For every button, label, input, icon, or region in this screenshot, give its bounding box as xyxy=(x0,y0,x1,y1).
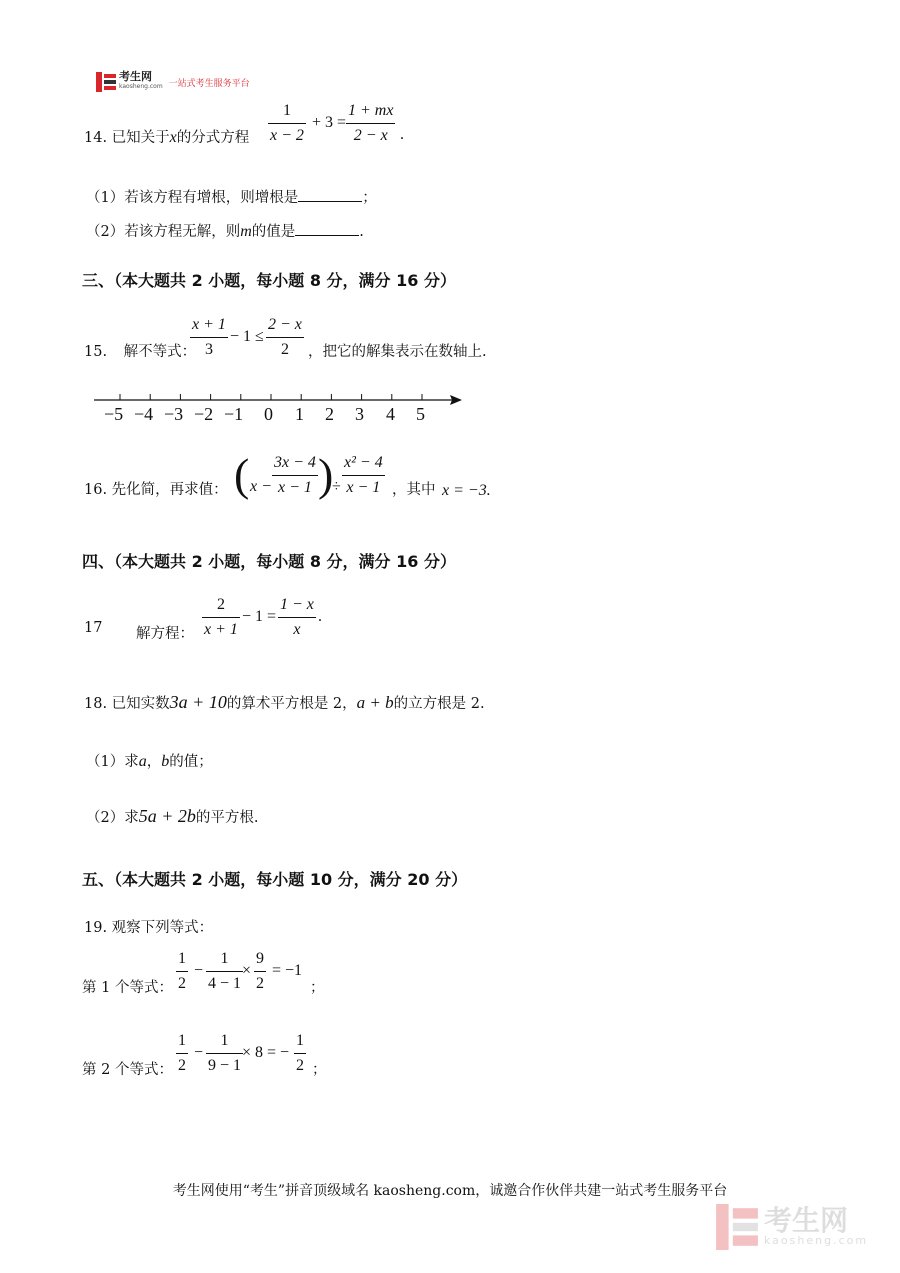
axis-label: −2 xyxy=(194,404,214,424)
logo-slogan: 一站式考生服务平台 xyxy=(168,78,250,89)
kaosheng-watermark-icon xyxy=(716,1204,758,1250)
q14-stem: 14. 已知关于x的分式方程 xyxy=(84,129,250,146)
q17-mid: − 1 = xyxy=(242,608,277,625)
q16-x-minus: x − xyxy=(250,478,272,495)
q17-frac-left: $\frac{2}{x + 1}$ xyxy=(204,596,238,638)
section-4-title: 四、（本大题共 2 小题，每小题 8 分，满分 16 分） xyxy=(82,552,456,571)
axis-label: 0 xyxy=(264,404,273,424)
q19-stem: 19. 观察下列等式： xyxy=(84,920,214,936)
q19-eq2-mid: × 8 = − xyxy=(242,1044,290,1061)
q16-left-paren: ( xyxy=(234,449,250,500)
axis-label: 5 xyxy=(416,404,425,424)
q16-frac-1: $\frac{3x - 4}{x - 1}$ xyxy=(274,454,316,496)
watermark-domain: kaosheng.com xyxy=(764,1234,869,1247)
q15-frac-left: $\frac{x + 1}{3}$ xyxy=(192,316,226,358)
q19-eq2-op: − xyxy=(194,1044,204,1061)
q19-eq1-op: − xyxy=(194,962,204,979)
axis-label: −5 xyxy=(104,404,124,424)
q18-stem: 18. 已知实数3a + 10的算术平方根是 2，a + b的立方根是 2. xyxy=(84,692,485,712)
section-3-title: 三、（本大题共 2 小题，每小题 8 分，满分 16 分） xyxy=(82,271,456,290)
q15-number: 15. 解不等式： xyxy=(84,344,197,360)
q19-eq2-frac-c: $\frac{1}{2}$ xyxy=(296,1032,304,1074)
q19-eq2-frac-b: $\frac{1}{9 - 1}$ xyxy=(208,1032,242,1074)
q14-eq-end: . xyxy=(400,126,404,143)
footer-text: 考生网使用“考生”拼音顶级域名 kaosheng.com，诚邀合作伙伴共建一站式考生服务平台 xyxy=(172,1183,728,1199)
q14-part2: （2）若该方程无解，则m的值是 . xyxy=(86,223,364,240)
section-5-title: 五、（本大题共 2 小题，每小题 10 分，满分 20 分） xyxy=(82,870,468,889)
watermark-name: 考生网 xyxy=(764,1204,849,1237)
q14-part2-answer-blank[interactable] xyxy=(295,223,359,236)
logo-domain: kaosheng.com xyxy=(119,83,163,90)
q19-eq1-label: 第 1 个等式： xyxy=(82,980,173,996)
q17-end: . xyxy=(318,608,322,625)
q19-eq1-result: = −1 xyxy=(272,962,303,979)
q14-frac-right: $\frac{1 + mx}{2 - x}$ xyxy=(348,102,394,144)
axis-label: −1 xyxy=(224,404,244,424)
q15-mid: − 1 ≤ xyxy=(230,328,264,345)
footer-watermark xyxy=(716,1204,868,1250)
q19-eq1-frac-a: $\frac{1}{2}$ xyxy=(178,950,186,992)
q14-part1: （1）若该方程有增根，则增根是 ； xyxy=(86,190,377,206)
q15-tail: ，把它的解集表示在数轴上. xyxy=(308,344,487,360)
logo-name: 考生网 xyxy=(119,70,152,83)
q17-number: 17 xyxy=(84,620,103,636)
q19-eq2-end: ； xyxy=(312,1062,327,1078)
axis-label: 4 xyxy=(386,404,395,424)
q19-eq2-frac-a: $\frac{1}{2}$ xyxy=(178,1032,186,1074)
q19-eq1-times: × xyxy=(242,962,252,979)
q19-eq1-frac-b: $\frac{1}{4 - 1}$ xyxy=(208,950,242,992)
axis-label: 1 xyxy=(295,404,304,424)
q19-eq1-frac-c: $\frac{9}{2}$ xyxy=(256,950,264,992)
q16-stem: 16. 先化简，再求值： xyxy=(84,482,228,498)
header-logo xyxy=(96,72,250,92)
q14-eq-mid: + 3 = xyxy=(312,114,347,131)
q16-div: ÷ xyxy=(332,478,341,495)
q14-part1-answer-blank[interactable] xyxy=(298,189,362,202)
q16-condition: x = −3. xyxy=(442,482,491,499)
q14-frac-left: $\frac{1}{x - 2}$ xyxy=(270,102,304,144)
axis-label: 2 xyxy=(325,404,334,424)
q19-eq1-end: ； xyxy=(310,980,325,996)
q18-part1: （1）求a，b的值； xyxy=(86,753,213,770)
q15-frac-right: $\frac{2 - x}{2}$ xyxy=(268,316,302,358)
kaosheng-logo-icon xyxy=(96,72,116,92)
q16-tail: ，其中 xyxy=(392,482,436,498)
axis-label: 3 xyxy=(355,404,364,424)
q18-part2: （2）求5a + 2b的平方根. xyxy=(86,806,259,826)
q17-stem: 解方程： xyxy=(136,626,194,642)
q16-right-paren: ) xyxy=(318,449,334,500)
axis-label: −4 xyxy=(134,404,154,424)
q17-frac-right: $\frac{1 - x}{x}$ xyxy=(280,596,314,638)
q19-eq2-label: 第 2 个等式： xyxy=(82,1062,173,1078)
q16-frac-2: $\frac{\text{x² − 4}}{x - 1}$ xyxy=(344,454,383,496)
axis-label: −3 xyxy=(164,404,184,424)
